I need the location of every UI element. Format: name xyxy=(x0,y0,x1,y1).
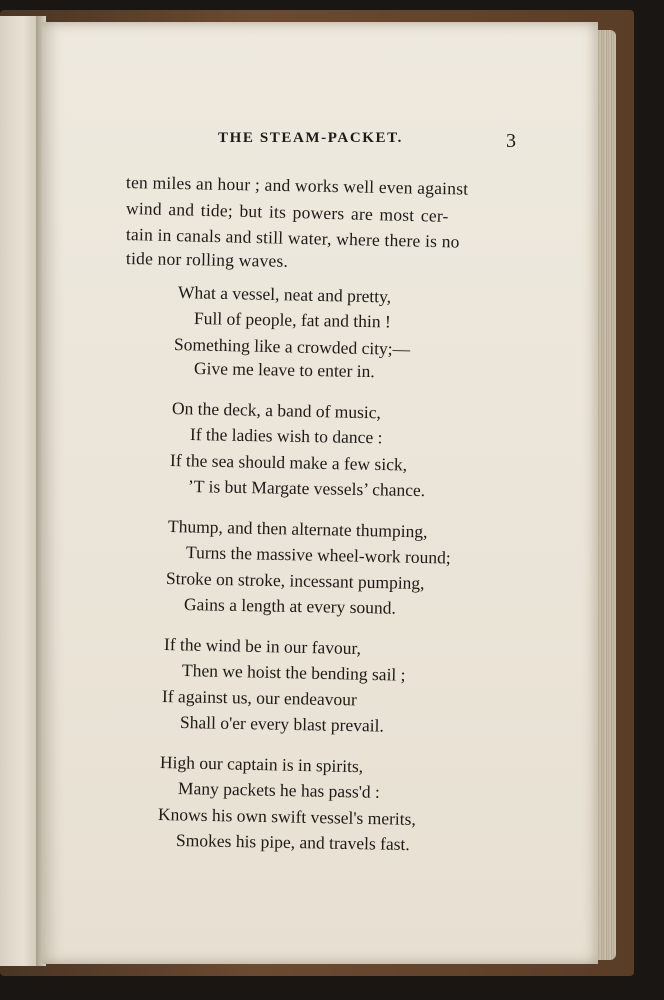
verse-line: Knows his own swift vessel's merits, xyxy=(157,804,417,829)
book-page xyxy=(42,22,598,964)
prose-line: ten miles an hour ; and works well even against xyxy=(125,172,469,199)
verse-line: Something like a crowded city;— xyxy=(173,334,411,359)
verse-line: Full of people, fat and thin ! xyxy=(193,308,391,332)
verse-line: Turns the massive wheel-work round; xyxy=(185,542,451,568)
prose-line: wind and tide; but its powers are most cer- xyxy=(125,198,449,226)
verse-line: Shall o'er every blast prevail. xyxy=(179,712,385,736)
prose-line: tain in canals and still water, where there is no xyxy=(125,224,460,252)
verse-line: ’T is but Margate vessels’ chance. xyxy=(187,476,426,501)
verse-line: Then we hoist the bending sail ; xyxy=(181,660,406,685)
prose-line: tide nor rolling waves. xyxy=(125,248,289,271)
verse-line: On the deck, a band of music, xyxy=(171,398,382,423)
verse-line: If the wind be in our favour, xyxy=(163,634,362,659)
verse-line: Gains a length at every sound. xyxy=(183,594,397,618)
verse-line: Smokes his pipe, and travels fast. xyxy=(175,830,410,855)
verse-line: Many packets he has pass'd : xyxy=(177,778,381,802)
verse-line: Thump, and then alternate thumping, xyxy=(167,516,428,542)
left-page-edge xyxy=(0,16,38,966)
verse-line: If the sea should make a few sick, xyxy=(169,450,408,475)
verse-line: Give me leave to enter in. xyxy=(193,358,375,382)
verse-line: High our captain is in spirits, xyxy=(159,752,364,777)
verse-line: If against us, our endeavour xyxy=(161,686,358,710)
verse-line: Stroke on stroke, incessant pumping, xyxy=(165,568,425,593)
verse-line: If the ladies wish to dance : xyxy=(189,424,383,448)
page-number: 3 xyxy=(506,130,516,152)
verse-line: What a vessel, neat and pretty, xyxy=(177,282,392,307)
running-head: THE STEAM-PACKET. xyxy=(218,130,403,146)
